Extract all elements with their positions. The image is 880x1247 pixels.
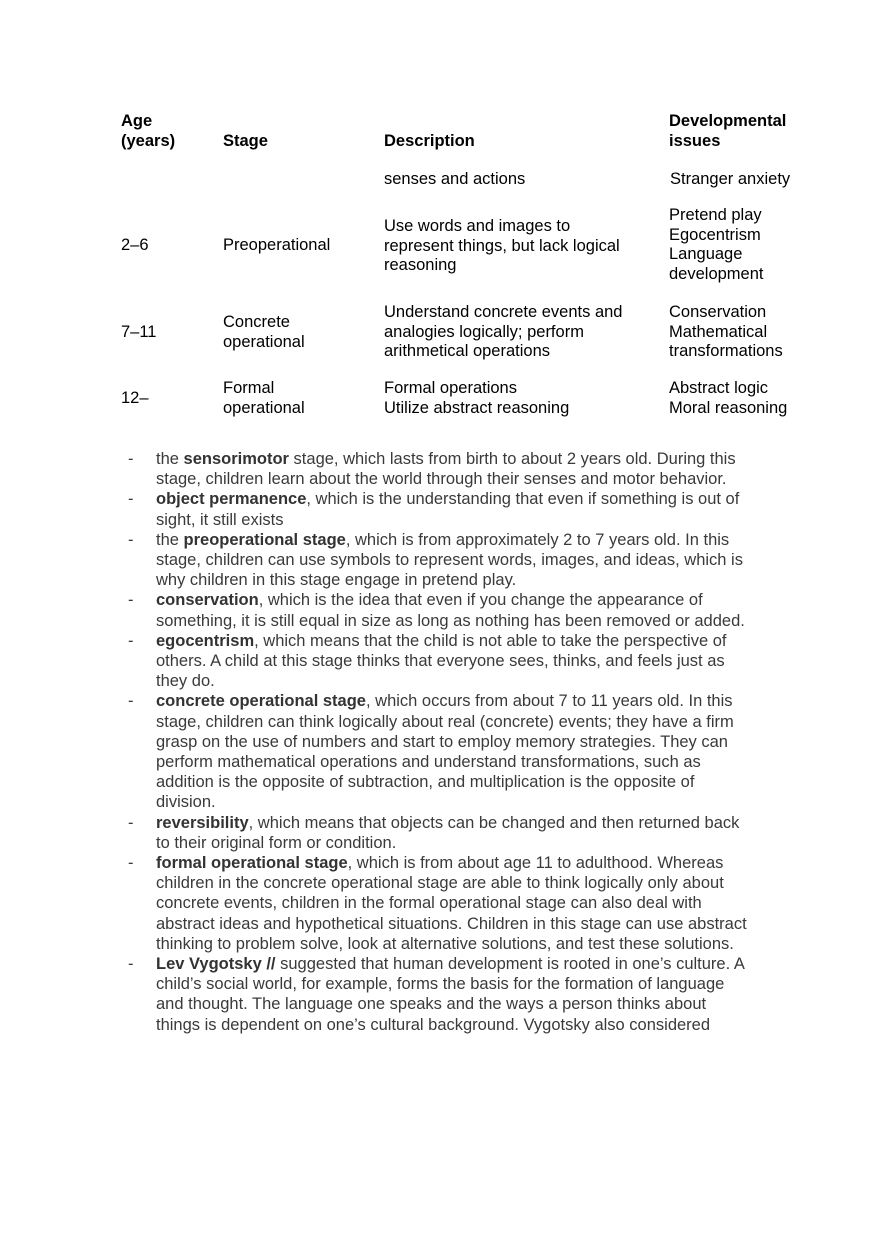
list-item <box>128 631 788 692</box>
list-item <box>128 853 788 954</box>
list-item-prefix: the <box>156 530 184 549</box>
cell-description: Use words and images to represent things, but lack logical reasoning <box>384 217 620 275</box>
cell-issues: Conservation Mathematical transformations <box>669 303 783 361</box>
bullet-list <box>128 449 788 1035</box>
cell-age: 7–11 <box>121 323 157 341</box>
list-item-text <box>156 853 788 954</box>
list-item-text <box>156 530 788 591</box>
list-item-body: , which is the idea that even if you change the appearance of something, it is still equal in size as long as nothing has been removed or added. <box>156 591 745 630</box>
list-item-body: , which means that objects can be changed and then returned back to their original form or condition. <box>156 813 740 852</box>
list-item-term: preoperational stage <box>183 530 346 549</box>
bullet-dash: - <box>128 631 134 650</box>
list-item <box>128 530 788 591</box>
list-item-term: reversibility <box>156 813 249 832</box>
list-item-term: egocentrism <box>156 631 255 650</box>
header-age-line2: (years) <box>121 131 176 150</box>
list-item <box>128 449 788 489</box>
bullet-dash: - <box>128 955 134 974</box>
list-item-text <box>156 631 788 692</box>
header-age-line1: Age <box>121 112 153 130</box>
list-item-term: concrete operational stage <box>156 692 366 711</box>
list-item-text <box>156 691 788 812</box>
header-issues-line2: issues <box>669 131 721 150</box>
cell-stage: Formal operational <box>223 379 305 417</box>
cell-description: senses and actions <box>384 170 526 188</box>
list-item-term: sensorimotor <box>183 450 289 468</box>
list-item-term: conservation <box>156 591 259 610</box>
list-item-body: stage, which lasts from birth to about 2 years old. During this stage, children learn about the world through their senses and motor behavior. <box>156 450 736 489</box>
header-stage: Stage <box>223 132 268 150</box>
list-item <box>128 489 788 529</box>
list-item-body: suggested that human development is rooted in one’s culture. A child’s social world, for example, forms the basis for the formation of language and thought. The language one speaks and the ways a person thinks about things is dependent on one’s cultural background. Vygotsky also considered <box>156 955 745 1034</box>
cell-issues: Pretend play Egocentrism Language development <box>669 206 764 283</box>
list-item-prefix: the <box>156 450 184 468</box>
list-item-text <box>156 489 788 529</box>
list-item-text <box>156 590 788 630</box>
cell-stage: Concrete operational <box>223 313 305 351</box>
cell-age: 12– <box>121 389 149 407</box>
list-item-body: , which means that the child is not able to take the perspective of others. A child at this stage thinks that everyone sees, thinks, and feels just as they do. <box>156 631 727 691</box>
stages-table <box>121 112 821 417</box>
list-item-text <box>156 449 788 489</box>
list-item-body: , which is from about age 11 to adulthood. Whereas children in the concrete operational stage are able to think logically only about concrete events, children in the formal operational stage can also deal with abstract ideas and hypothetical situations. Children in this stage can use abstract thinking to problem solve, look at alternative solutions, and test these solutions. <box>156 854 747 953</box>
header-issues <box>669 112 829 151</box>
header-age <box>121 112 221 151</box>
list-item <box>128 954 788 1035</box>
table-header <box>121 112 821 158</box>
table-row <box>121 379 821 421</box>
list-item-term: object permanence <box>156 490 307 509</box>
bullet-dash: - <box>128 813 134 832</box>
list-item-text <box>156 954 788 1035</box>
cell-stage: Preoperational <box>223 236 331 254</box>
list-item-term: Lev Vygotsky // <box>156 955 276 974</box>
cell-age: 2–6 <box>121 236 149 254</box>
header-issues-line1: Developmental <box>669 112 787 130</box>
cell-description: Formal operations Utilize abstract reasoning <box>384 379 570 417</box>
bullet-dash: - <box>128 692 134 711</box>
list-item-term: formal operational stage <box>156 854 348 873</box>
bullet-dash: - <box>128 450 134 468</box>
table-row <box>121 303 821 365</box>
cell-issues: Abstract logic Moral reasoning <box>669 379 788 417</box>
list-item-body: , which is the understanding that even if something is out of sight, it still exists <box>156 490 740 529</box>
cell-description: Understand concrete events and analogies logically; perform arithmetical operations <box>384 303 623 361</box>
table-row <box>121 206 821 286</box>
bullet-dash: - <box>128 490 134 509</box>
list-item-text <box>156 813 788 853</box>
table-row-continued <box>121 170 821 192</box>
cell-issues: Stranger anxiety <box>670 170 791 188</box>
list-item-body: , which occurs from about 7 to 11 years old. In this stage, children can think logically about real (concrete) events; they have a firm grasp on the use of numbers and start to employ memory strategies. They can perform mathematical operations and understand transformations, such as addition is the opposite of subtraction, and multiplication is the opposite of division. <box>156 692 734 812</box>
header-description: Description <box>384 132 475 150</box>
list-item <box>128 691 788 812</box>
bullet-dash: - <box>128 591 134 610</box>
bullet-dash: - <box>128 530 134 549</box>
list-item <box>128 590 788 630</box>
bullet-dash: - <box>128 854 134 873</box>
list-item <box>128 813 788 853</box>
list-item-body: , which is from approximately 2 to 7 years old. In this stage, children can use symbols to represent words, images, and ideas, which is why children in this stage engage in pretend play. <box>156 530 743 590</box>
